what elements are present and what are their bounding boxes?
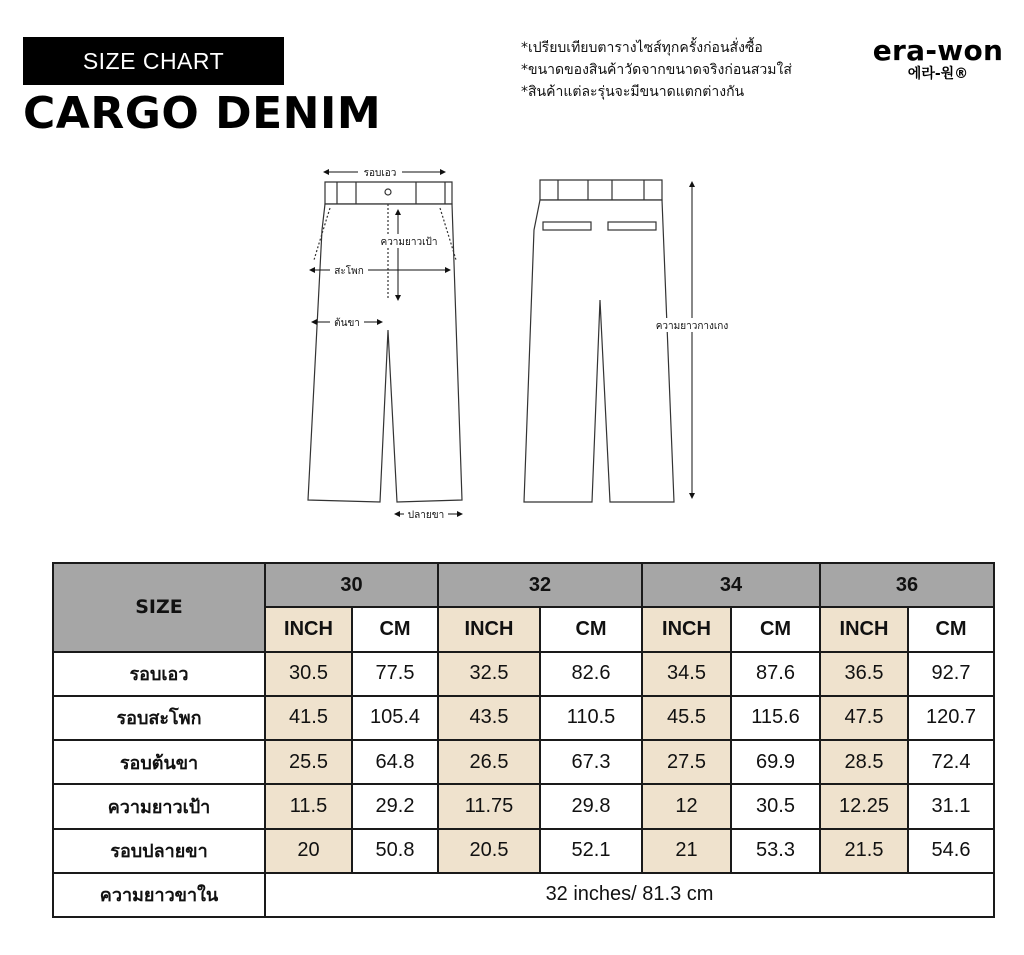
cm-value: 53.3 bbox=[731, 829, 820, 873]
cm-value: 52.1 bbox=[540, 829, 642, 873]
table-row bbox=[53, 784, 994, 828]
cm-value: 77.5 bbox=[352, 652, 438, 696]
inch-value: 12 bbox=[642, 784, 731, 828]
inch-value: 27.5 bbox=[642, 740, 731, 784]
row-label: ความยาวเป้า bbox=[53, 784, 265, 828]
hem-label: ปลายขา bbox=[407, 510, 445, 521]
inseam-value: 32 inches/ 81.3 cm bbox=[265, 873, 994, 917]
pants-diagram bbox=[300, 160, 760, 525]
cm-value: 110.5 bbox=[540, 696, 642, 740]
inch-value: 41.5 bbox=[265, 696, 352, 740]
note-line: *ขนาดของสินค้าวัดจากขนาดจริงก่อนสวมใส่ bbox=[521, 62, 792, 78]
inch-value: 47.5 bbox=[820, 696, 908, 740]
product-title: CARGO DENIM bbox=[23, 88, 382, 139]
row-label: รอบต้นขา bbox=[53, 740, 265, 784]
cm-value: 29.8 bbox=[540, 784, 642, 828]
inch-value: 30.5 bbox=[265, 652, 352, 696]
table-row bbox=[53, 652, 994, 696]
cm-value: 64.8 bbox=[352, 740, 438, 784]
inch-value: 28.5 bbox=[820, 740, 908, 784]
inch-value: 43.5 bbox=[438, 696, 540, 740]
inch-value: 45.5 bbox=[642, 696, 731, 740]
rise-label: ความยาวเป้า bbox=[380, 237, 438, 248]
size-32-header: 32 bbox=[438, 563, 642, 607]
front-pants bbox=[308, 182, 462, 502]
size-header: SIZE bbox=[53, 563, 265, 652]
inch-value: 34.5 bbox=[642, 652, 731, 696]
unit-inch: INCH bbox=[820, 607, 908, 651]
cm-value: 31.1 bbox=[908, 784, 994, 828]
table-row bbox=[53, 740, 994, 784]
thigh-label: ต้นขา bbox=[334, 318, 360, 329]
length-label: ความยาวกางเกง bbox=[655, 321, 729, 332]
cm-value: 67.3 bbox=[540, 740, 642, 784]
inch-value: 21.5 bbox=[820, 829, 908, 873]
cm-value: 50.8 bbox=[352, 829, 438, 873]
cm-value: 69.9 bbox=[731, 740, 820, 784]
unit-cm: CM bbox=[352, 607, 438, 651]
table-row bbox=[53, 696, 994, 740]
cm-value: 30.5 bbox=[731, 784, 820, 828]
unit-cm: CM bbox=[540, 607, 642, 651]
inch-value: 12.25 bbox=[820, 784, 908, 828]
brand-name: era-won bbox=[872, 34, 1004, 67]
size-30-header: 30 bbox=[265, 563, 438, 607]
cm-value: 82.6 bbox=[540, 652, 642, 696]
size-36-header: 36 bbox=[820, 563, 994, 607]
table-row bbox=[53, 829, 994, 873]
inseam-label: ความยาวขาใน bbox=[53, 873, 265, 917]
unit-cm: CM bbox=[731, 607, 820, 651]
inch-value: 11.5 bbox=[265, 784, 352, 828]
row-label: รอบปลายขา bbox=[53, 829, 265, 873]
cm-value: 120.7 bbox=[908, 696, 994, 740]
cm-value: 54.6 bbox=[908, 829, 994, 873]
row-label: รอบสะโพก bbox=[53, 696, 265, 740]
notes bbox=[521, 37, 792, 103]
unit-inch: INCH bbox=[642, 607, 731, 651]
inch-value: 21 bbox=[642, 829, 731, 873]
pants-illustration bbox=[300, 160, 760, 525]
cm-value: 29.2 bbox=[352, 784, 438, 828]
back-pants bbox=[524, 180, 674, 502]
inch-value: 36.5 bbox=[820, 652, 908, 696]
size-chart-badge: SIZE CHART bbox=[23, 37, 284, 85]
inch-value: 25.5 bbox=[265, 740, 352, 784]
unit-inch: INCH bbox=[265, 607, 352, 651]
hip-label: สะโพก bbox=[334, 266, 364, 277]
cm-value: 115.6 bbox=[731, 696, 820, 740]
cm-value: 72.4 bbox=[908, 740, 994, 784]
brand-logo bbox=[868, 34, 1008, 83]
size-34-header: 34 bbox=[642, 563, 820, 607]
note-line: *สินค้าแต่ละรุ่นจะมีขนาดแตกต่างกัน bbox=[521, 84, 745, 100]
inch-value: 26.5 bbox=[438, 740, 540, 784]
note-line: *เปรียบเทียบตารางไซส์ทุกครั้งก่อนสั่งซื้อ bbox=[521, 40, 763, 56]
unit-inch: INCH bbox=[438, 607, 540, 651]
waist-label: รอบเอว bbox=[363, 168, 397, 179]
inch-value: 20 bbox=[265, 829, 352, 873]
row-label: รอบเอว bbox=[53, 652, 265, 696]
brand-korean: 에라-원® bbox=[907, 66, 969, 82]
inch-value: 32.5 bbox=[438, 652, 540, 696]
cm-value: 92.7 bbox=[908, 652, 994, 696]
inch-value: 11.75 bbox=[438, 784, 540, 828]
inch-value: 20.5 bbox=[438, 829, 540, 873]
cm-value: 105.4 bbox=[352, 696, 438, 740]
size-table bbox=[52, 562, 995, 918]
cm-value: 87.6 bbox=[731, 652, 820, 696]
unit-cm: CM bbox=[908, 607, 994, 651]
